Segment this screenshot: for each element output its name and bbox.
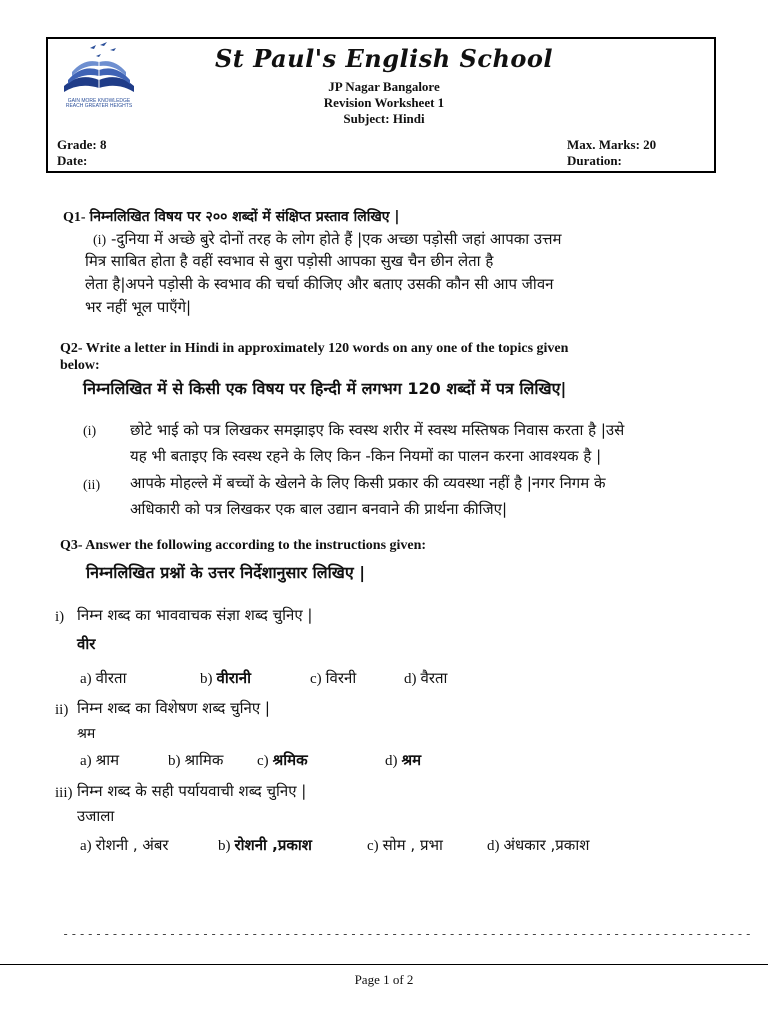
q3-i-word: वीर [77, 635, 96, 653]
q1-heading [63, 207, 400, 226]
worksheet-title: Revision Worksheet 1 [323, 95, 445, 110]
option-text: रोशनी ,प्रकाश [234, 836, 312, 854]
q3-ii-number: ii) [55, 702, 69, 718]
q3-ii-word: श्रम [77, 726, 96, 742]
q2-item-1-line-2: यह भी बताइए कि स्वस्थ रहने के लिए किन -किन नियमों का पालन करना आवश्यक है | [130, 447, 602, 465]
option-label: b) [218, 838, 231, 854]
q3-i-text: निम्न शब्द का भाववाचक संज्ञा शब्द चुनिए | [77, 606, 313, 624]
q3-iii-word: उजाला [77, 807, 115, 825]
option-label: c) [367, 838, 379, 854]
q3-hindi-title: निम्नलिखित प्रश्नों के उत्तर निर्देशानुसार लिखिए | [86, 563, 366, 582]
q1-text-3: लेता है|अपने पड़ोसी के स्वभाव की चर्चा कीजिए और बताए उसकी कौन सी आप जीवन [85, 275, 554, 293]
option-text: वीरता [95, 669, 127, 687]
q1-title: निम्नलिखित विषय पर २०० शब्दों में संक्षिप्त प्रस्ताव लिखिए | [89, 209, 400, 225]
option-label: a) [80, 671, 92, 687]
grade: Grade: 8 [57, 137, 107, 152]
subject: Subject: Hindi [343, 111, 425, 126]
q2-hindi-title: निम्नलिखित में से किसी एक विषय पर हिन्दी में लगभग 120 शब्दों में पत्र लिखिए| [83, 379, 567, 398]
q3-iii-number: iii) [55, 785, 73, 801]
q3-iii-option-b [218, 835, 312, 855]
q2-title-2: below: [60, 358, 100, 373]
q1-text-4: भर नहीं भूल पाएँगे| [85, 298, 192, 316]
q3-ii-option-a [80, 750, 119, 770]
option-text: वैरता [420, 669, 448, 687]
q1-text-1: -दुनिया में अच्छे बुरे दोनों तरह के लोग होते हैं |एक अच्छा पड़ोसी जहां आपका उत्तम [111, 230, 562, 248]
q3-i-option-c [310, 668, 356, 688]
q2-title-1: Q2- Write a letter in Hindi in approximately 120 words on any one of the topics given [60, 341, 569, 356]
q2-item-1-line-1: छोटे भाई को पत्र लिखकर समझाइए कि स्वस्थ शरीर में स्वस्थ मस्तिषक निवास करता है |उसे [130, 421, 625, 439]
max-marks: Max. Marks: 20 [567, 137, 657, 152]
q3-iii-text: निम्न शब्द के सही पर्यायवाची शब्द चुनिए | [77, 782, 307, 800]
option-label: b) [200, 671, 213, 687]
page-number: Page 1 of 2 [354, 972, 414, 987]
q1-label: Q1- [63, 210, 86, 225]
option-text: सोम , प्रभा [382, 836, 443, 854]
footer-rule [0, 964, 768, 965]
logo-motto-1: GAIN MORE KNOWLEDGE [67, 98, 131, 104]
q3-ii-text: निम्न शब्द का विशेषण शब्द चुनिए | [77, 699, 270, 717]
option-label: c) [310, 671, 322, 687]
duration: Duration: [567, 153, 622, 168]
option-label: b) [168, 753, 181, 769]
school-location: JP Nagar Bangalore [328, 79, 440, 94]
q3-i-option-a [80, 668, 126, 688]
q2-item-2-line-2: अधिकारी को पत्र लिखकर एक बाल उद्यान बनवाने की प्रार्थना कीजिए| [130, 500, 508, 518]
option-label: d) [385, 753, 398, 769]
option-label: a) [80, 838, 92, 854]
option-text: अंधकार ,प्रकाश [503, 836, 590, 854]
q2-item-1-label: (i) [83, 424, 97, 439]
q3-ii-option-d [385, 750, 421, 770]
q3-i-number: i) [55, 609, 65, 625]
q1-item-label: (i) [93, 233, 107, 248]
option-text: श्राम [95, 751, 120, 769]
q3-iii-option-a [80, 835, 169, 855]
option-label: a) [80, 753, 92, 769]
q3-title: Q3- Answer the following according to the instructions given: [60, 538, 427, 553]
option-text: श्रम [401, 751, 422, 769]
option-text: रोशनी , अंबर [95, 836, 169, 854]
q3-iii-option-c [367, 835, 443, 855]
q3-ii-option-c [257, 750, 308, 770]
option-text: विरनी [325, 669, 357, 687]
q3-ii-option-b [168, 750, 223, 770]
option-label: d) [404, 671, 417, 687]
logo-motto-2: REACH GREATER HEIGHTS [65, 103, 133, 109]
option-text: वीरानी [216, 669, 251, 687]
option-label: d) [487, 838, 500, 854]
q2-item-2-line-1: आपके मोहल्ले में बच्चों के खेलने के लिए किसी प्रकार की व्यवस्था नहीं है |नगर निगम के [130, 474, 606, 492]
q1-text-2: मित्र साबित होता है वहीं स्वभाव से बुरा पड़ोसी आपका सुख चैन छीन लेता है [85, 252, 494, 270]
option-text: श्रामिक [184, 751, 224, 769]
q3-i-option-d [404, 668, 447, 688]
q3-i-option-b [200, 668, 251, 688]
option-text: श्रमिक [272, 751, 308, 769]
q2-item-2-label: (ii) [83, 478, 101, 493]
school-name: St Paul's English School [214, 44, 554, 73]
q3-iii-option-d [487, 835, 589, 855]
option-label: c) [257, 753, 269, 769]
date: Date: [57, 153, 88, 168]
dashed-separator: ------------------------------------------------------------------------------------ [62, 927, 753, 941]
